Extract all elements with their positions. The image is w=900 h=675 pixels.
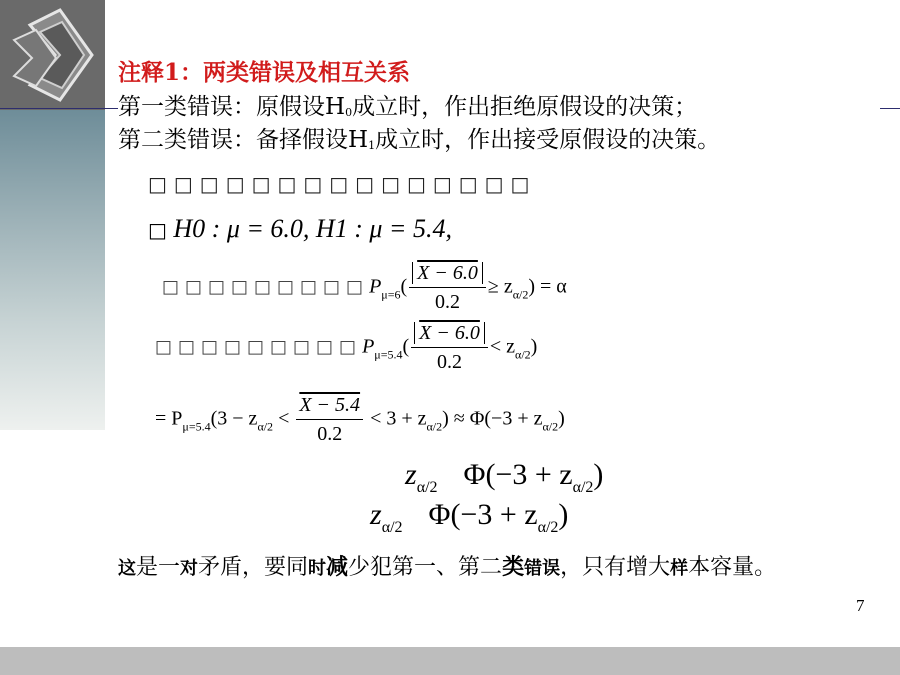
f6-zsub: α/2 xyxy=(381,519,403,536)
concl-p7: 少犯第一、第二 xyxy=(348,555,503,580)
f5-zsub: α/2 xyxy=(416,479,438,496)
note-title: 注释1：两类错误及相互关系 xyxy=(118,59,411,86)
hypothesis-formula xyxy=(148,214,452,244)
f6-phi: Φ(−3 + z xyxy=(428,498,538,531)
f1-prefix: □ xyxy=(148,218,167,242)
concl-p10: ，只有增大 xyxy=(560,555,671,580)
f3-fraction xyxy=(411,322,488,374)
f2-fraction xyxy=(409,262,486,314)
f4-num: X − 5.4 xyxy=(299,394,361,416)
f2-prefix: □□□□□□□□□ xyxy=(162,276,370,298)
logo-icon xyxy=(0,0,105,110)
concl-p2: 是一 xyxy=(136,555,181,580)
f4-zsub2: α/2 xyxy=(426,419,443,434)
logo xyxy=(0,0,105,110)
relation-formula-2 xyxy=(370,498,568,537)
f4-mid: < 3 + z xyxy=(365,407,427,430)
divider-left xyxy=(0,108,118,109)
f4-lt: < xyxy=(273,407,295,430)
phi-approximation-formula xyxy=(155,394,565,446)
f3-zsub: α/2 xyxy=(515,347,531,362)
f4-left: (3 − z xyxy=(210,407,258,430)
concl-p3: 对 xyxy=(180,558,199,579)
f1-text: H0 : μ = 6.0, H1 : μ = 5.4, xyxy=(173,214,452,243)
f5-z: z xyxy=(405,458,417,491)
line2-sub: 1 xyxy=(368,139,376,152)
conclusion-text xyxy=(118,552,888,584)
f4-psub: μ=5.4 xyxy=(182,419,211,434)
relation-formula-1 xyxy=(405,458,603,497)
concl-p1: 这 xyxy=(118,558,136,579)
f3-den: 0.2 xyxy=(437,351,463,373)
concl-p6: 减 xyxy=(326,554,349,580)
concl-p5: 时 xyxy=(308,558,327,579)
f2-psub: μ=6 xyxy=(381,287,401,302)
f3-rel: < z xyxy=(489,335,516,358)
f2-zsub: α/2 xyxy=(512,287,529,302)
line2-text-b: 成立时，作出接受原假设的决策。 xyxy=(375,127,721,153)
concl-p11: 样 xyxy=(670,558,689,579)
beta-probability-formula: $□□□□□□□□□P_{\mu=5.4}$( $\frac{X - 6.0}{0.2}$ < $z_{\alpha/2}$) xyxy=(155,322,538,373)
f4-lead: = P xyxy=(155,407,183,430)
f2-P: P xyxy=(369,275,382,298)
f6-z: z xyxy=(370,498,382,531)
line1-sub: 0 xyxy=(345,106,353,119)
line1-text-a: 第一类错误：原假设H xyxy=(118,94,346,120)
garbled-text-line: □□□□□□□□□□□□□□□ xyxy=(148,172,537,196)
f2-rel: ≥ z xyxy=(487,275,513,298)
f4-zsub1: α/2 xyxy=(257,419,274,434)
concl-p4: 矛盾，要同 xyxy=(198,555,309,580)
footer-bar xyxy=(0,647,900,675)
f4-approx: ) ≈ Φ(−3 + z xyxy=(442,407,543,430)
f3-num: X − 6.0 xyxy=(419,322,480,344)
page-number: 7 xyxy=(856,596,865,615)
f4-fraction xyxy=(296,394,363,446)
concl-p9: 错误 xyxy=(524,558,561,579)
line1-text-b: 成立时，作出拒绝原假设的决策； xyxy=(352,94,698,120)
f2-rhs: ) = α xyxy=(528,275,567,298)
f4-close: ) xyxy=(558,407,565,430)
f6-phisub: α/2 xyxy=(537,519,559,536)
f2-den: 0.2 xyxy=(435,291,461,313)
concl-p12: 本容量。 xyxy=(688,555,777,580)
f6-close: ) xyxy=(558,498,569,531)
concl-p8: 类 xyxy=(502,554,525,580)
f2-num: X − 6.0 xyxy=(417,262,478,284)
f5-phi: Φ(−3 + z xyxy=(463,458,573,491)
f4-den: 0.2 xyxy=(317,423,343,445)
f5-close: ) xyxy=(593,458,604,491)
type-two-error-line xyxy=(118,121,720,154)
f3-psub: μ=5.4 xyxy=(374,347,403,362)
type-one-error-line xyxy=(118,88,697,121)
f4-zsub3: α/2 xyxy=(542,419,559,434)
f3-rhs: ) xyxy=(530,335,538,358)
alpha-probability-formula: $□□□□□□□□□P_{\mu=6}$( $\frac{X - 6.0}{0.2}$ ≥ $z_{\alpha/2}) = \alpha$ xyxy=(162,262,567,313)
divider-right xyxy=(880,108,900,109)
f3-P: P xyxy=(362,335,375,358)
line2-text-a: 第二类错误：备择假设H xyxy=(118,127,369,153)
f5-phisub: α/2 xyxy=(572,479,594,496)
f3-prefix: □□□□□□□□□ xyxy=(155,336,363,358)
